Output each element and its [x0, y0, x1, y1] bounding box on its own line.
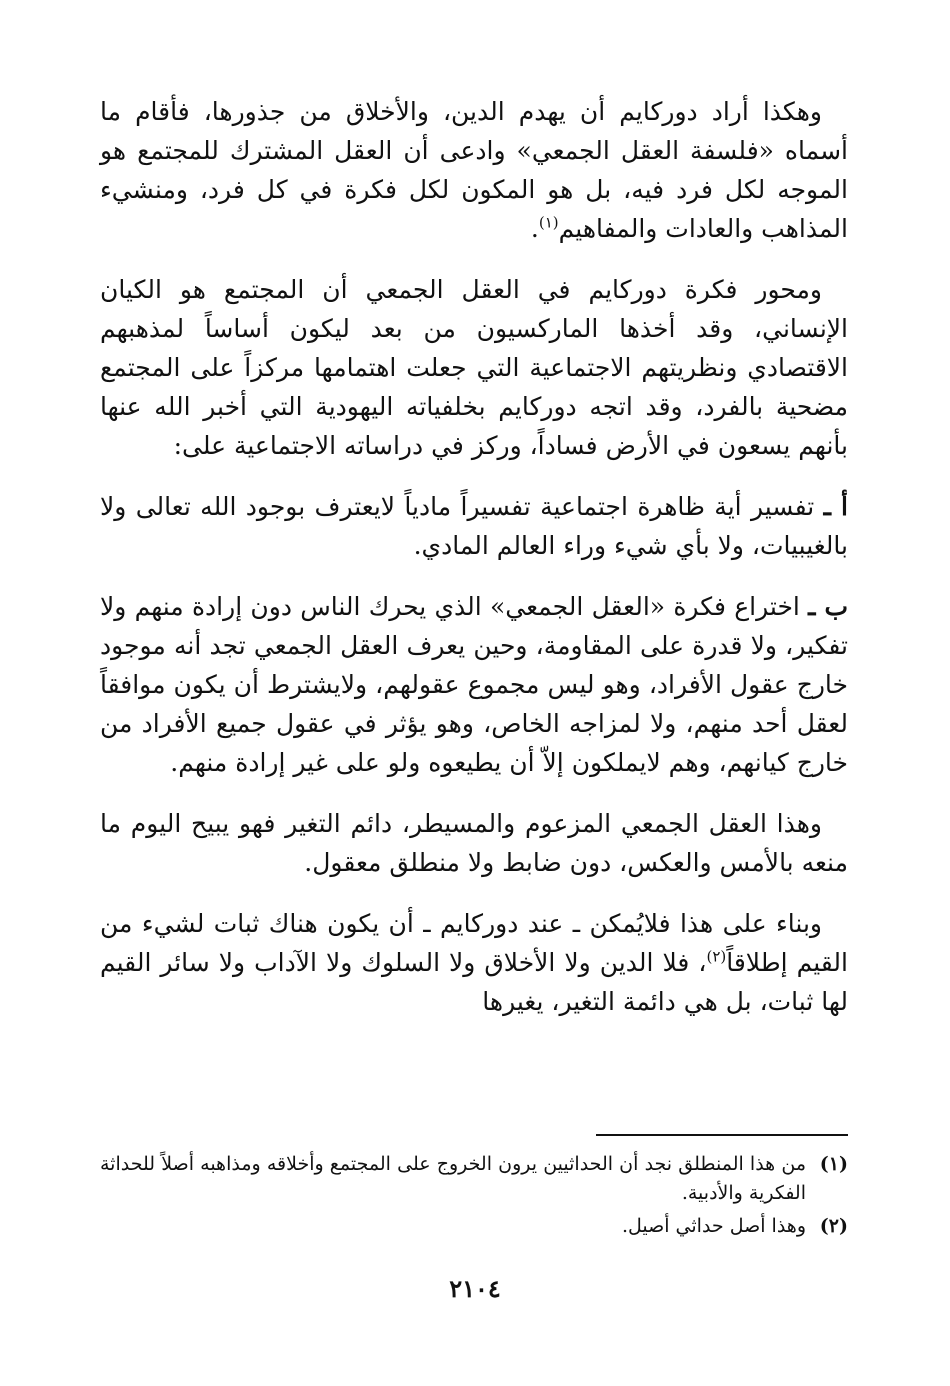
footnote-1-number: (١) — [819, 1153, 848, 1175]
paragraph-2 — [100, 270, 848, 465]
paragraph-5-text: وهذا العقل الجمعي المزعوم والمسيطر، دائم التغير فهو يبيح اليوم ما منعه بالأمس والعكس، دون ضابط ولا منطلق معقول. — [100, 809, 848, 877]
list-item-b — [100, 587, 848, 782]
page-number: ٢١٠٤ — [449, 1274, 501, 1303]
list-item-a-marker: أ ـ — [823, 492, 848, 521]
list-item-b-text: اختراع فكرة «العقل الجمعي» الذي يحرك الناس دون إرادة منهم ولا تفكير، ولا قدرة على المقاومة، وحين يعرف العقل الجمعي تجد أنه موجود خارج عقول الأفراد، وهو ليس مجموع عقولهم، ولايشترط أن يكون موافقاً لعقل أحد منهم، ولا لمزاجه الخاص، وهو يؤثر في عقول جميع الأفراد من خارج كيانهم، وهم لايملكون إلاّ أن يطيعوه ولو على غير إرادة منهم. — [100, 592, 848, 777]
list-item-a — [100, 487, 848, 565]
footnote-ref-1: (١) — [538, 213, 559, 232]
main-text — [100, 92, 848, 1021]
list-item-a-text: تفسير أية ظاهرة اجتماعية تفسيراً مادياً لايعترف بوجود الله تعالى ولا بالغيبيات، ولا بأي شيء وراء العالم المادي. — [100, 492, 848, 560]
paragraph-6 — [100, 904, 848, 1021]
footnote-2-text: وهذا أصل حداثي أصيل. — [621, 1215, 806, 1237]
footnote-2 — [100, 1212, 848, 1241]
footnote-2-number: (٢) — [819, 1215, 848, 1237]
paragraph-5 — [100, 804, 848, 882]
footnotes — [100, 1150, 848, 1245]
footnote-ref-2: (٢) — [706, 947, 727, 966]
paragraph-1-text: وهكذا أراد دوركايم أن يهدم الدين، والأخلاق من جذورها، فأقام ما أسماه «فلسفة العقل الجمعي» وادعى أن العقل المشترك للمجتمع هو الموجه لكل فرد فيه، بل هو المكون لكل فكرة في كل فرد، ومنشيء المذاهب والعادات والمفاهيم — [100, 97, 848, 243]
paragraph-1-tail: . — [530, 214, 539, 243]
paragraph-6-text: وبناء على هذا فلايُمكن ـ عند دوركايم ـ أن يكون هناك ثبات لشيء من القيم إطلاقاً — [100, 909, 848, 977]
paragraph-1 — [100, 92, 848, 248]
paragraph-2-text: ومحور فكرة دوركايم في العقل الجمعي أن المجتمع هو الكيان الإنساني، وقد أخذها الماركسيون من بعد ليكون أساساً لمذهبهم الاقتصادي ونظريتهم الاجتماعية التي جعلت اهتمامها مركزاً على المجتمع مضحية بالفرد، وقد اتجه دوركايم بخلفياته اليهودية التي أخبر الله عنها بأنهم يسعون في الأرض فساداً، وركز في دراساته الاجتماعية على: — [100, 275, 848, 460]
footnote-1-text: من هذا المنطلق نجد أن الحداثيين يرون الخروج على المجتمع وأخلاقه ومذاهبه أصلاً للحداثة الفكرية والأدبية. — [100, 1153, 806, 1204]
list-item-b-marker: ب ـ — [808, 592, 848, 621]
paragraph-6-tail: ، فلا الدين ولا الأخلاق ولا السلوك ولا الآداب ولا سائر القيم لها ثبات، بل هي دائمة التغير، يغيرها — [100, 948, 848, 1016]
footnote-separator — [596, 1134, 848, 1136]
footnote-1 — [100, 1150, 848, 1208]
